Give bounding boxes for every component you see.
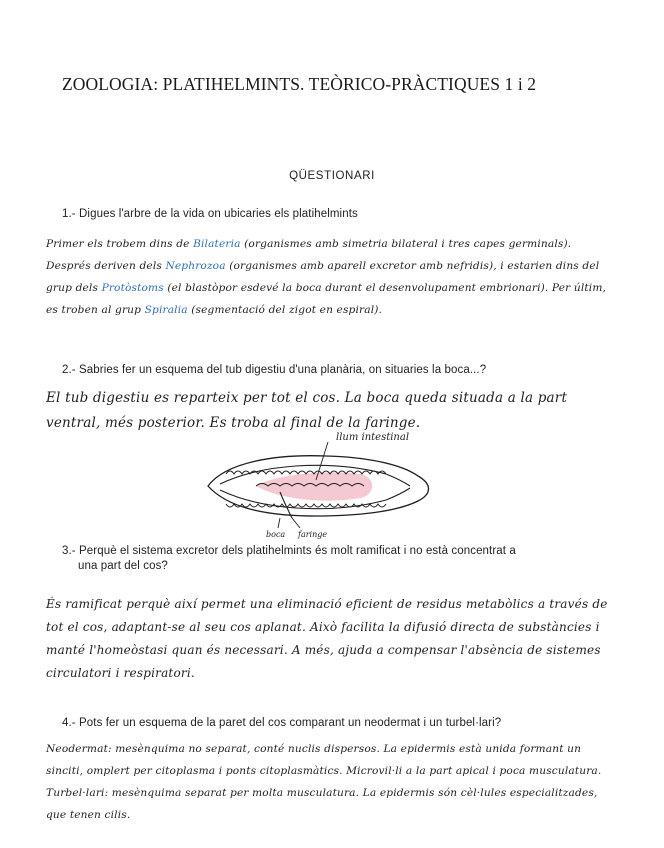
label-lumen: llum intestinal [336,432,410,443]
label-pharynx: faringe [298,530,328,539]
document-subtitle: QÜESTIONARI [289,170,375,182]
answer-1-text-5: (segmentació del zigot en espiral). [187,304,383,316]
answer-3: És ramificat perquè així permet una eliminació eficient de residus metabòlics a través de tot el cos, adaptant-se al seu cos aplanat. Això facilita la difusió directa de substàncies i manté l'homeòstasi quan és necessari. A més, ajuda a compensar l'absència de sistemes circulatori i respiratori. [46,597,608,680]
label-mouth: boca [266,530,286,539]
answer-1-text-2: (organismes amb simetria bilateral i tres capes germinals). Després deriven dels [46,238,572,272]
pharynx-pointer [292,518,300,528]
answer-1-text-1: Primer els trobem dins de [46,238,194,250]
term-bilateria: Bilateria [193,238,241,250]
question-3-line-2: una part del cos? [78,560,168,572]
question-3 [62,544,602,574]
term-spiralia: Spiralia [144,304,188,316]
question-3-line-1: 3.- Perquè el sistema excretor dels platihelmints és molt ramificat i no està concentrat a [62,545,516,557]
mouth-pointer [278,518,280,528]
answer-1-text-3: (organismes amb aparell excretor amb nefridis), i estarien dins del grup dels [46,260,600,294]
answer-2: El tub digestiu es reparteix per tot el cos. La boca queda situada a la part ventral, més posterior. Es troba al final de la faringe. [46,390,568,431]
term-protostoms: Protòstoms [101,282,164,294]
answer-1 [46,233,614,321]
question-1: 1.- Digues l'arbre de la vida on ubicaries els platihelmints [62,208,358,220]
question-2: 2.- Sabries fer un esquema del tub digestiu d'una planària, on situaries la boca...? [62,364,487,376]
answer-4: Neodermat: mesènquima no separat, conté nuclis dispersos. La epidermis està unida formant un sinciti, omplert per citoplasma i ponts citoplasmàtics. Microvil·li a la part apical i poca musculatura. Turbel·lari: mesènquima separat per molta musculatura. La epidermis són cèl·lules especialitzades, que tenen cilis. [46,743,602,821]
question-4: 4.- Pots fer un esquema de la paret del cos comparant un neodermat i un turbel·lari? [62,717,502,729]
gut-branches-upper [226,471,386,474]
answer-1-text-4: (el blastòpor esdevé la boca durant el desenvolupament embrionari). Per últim, es troben al grup [46,282,607,316]
document-title: ZOOLOGIA: PLATIHELMINTS. TEÒRICO-PRÀCTIQUES 1 i 2 [62,74,537,94]
term-nephrozoa: Nephrozoa [165,260,226,272]
planarian-digestive-diagram [196,424,446,542]
pharynx-fill [256,473,372,501]
